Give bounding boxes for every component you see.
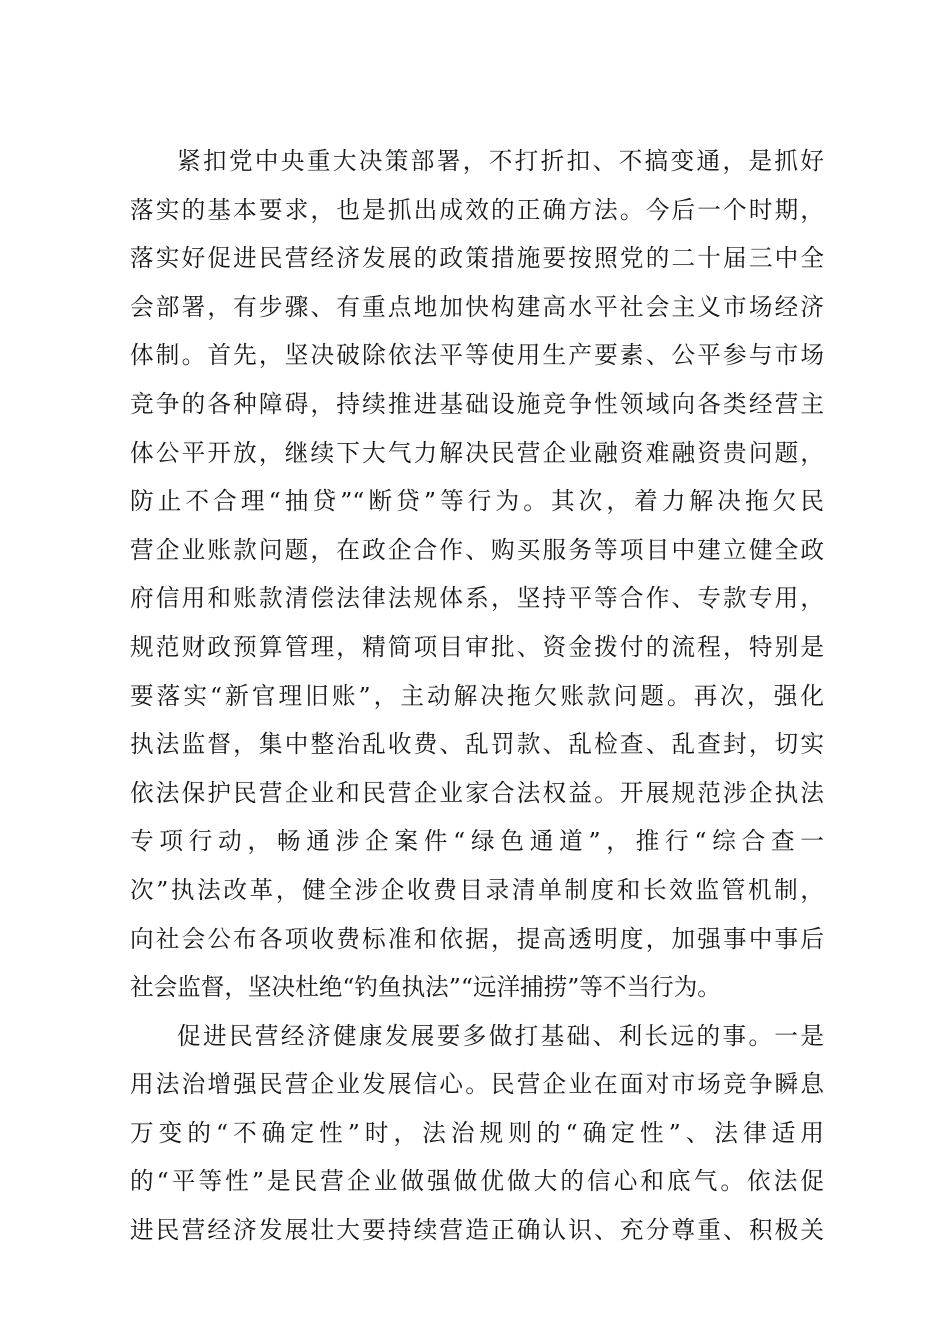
text-line: 落实好促进民营经济发展的政策措施要按照党的二十届三中全	[130, 244, 824, 273]
text-line: 规范财政预算管理，精简项目审批、资金拨付的流程，特别是	[130, 632, 824, 661]
text-line: 向社会公布各项收费标准和依据，提高透明度，加强事中事后	[130, 924, 824, 953]
text-line: 府信用和账款清偿法律法规体系，坚持平等合作、专款专用，	[130, 584, 824, 613]
text-line: 紧扣党中央重大决策部署，不打折扣、不搞变通，是抓好	[177, 147, 824, 175]
text-line: 万变的“不确定性”时，法治规则的“确定性”、法律适用	[130, 1118, 824, 1147]
text-line: 社会监督，坚决杜绝“钓鱼执法”“远洋捕捞”等不当行为。	[130, 973, 721, 1002]
text-line: 依法保护民营企业和民营企业家合法权益。开展规范涉企执法	[130, 778, 824, 807]
text-line: 体制。首先，坚决破除依法平等使用生产要素、公平参与市场	[130, 341, 824, 370]
text-line: 进民营经济发展壮大要持续营造正确认识、充分尊重、积极关	[130, 1216, 824, 1245]
text-line: 防止不合理“抽贷”“断贷”等行为。其次，着力解决拖欠民	[130, 487, 824, 516]
text-line: 的“平等性”是民营企业做强做优做大的信心和底气。依法促	[130, 1167, 824, 1196]
document-body	[130, 137, 824, 1255]
text-line: 落实的基本要求，也是抓出成效的正确方法。今后一个时期，	[130, 195, 824, 224]
text-line: 要落实“新官理旧账”，主动解决拖欠账款问题。再次，强化	[130, 681, 824, 710]
text-line: 营企业账款问题，在政企合作、购买服务等项目中建立健全政	[130, 535, 824, 564]
text-line: 促进民营经济健康发展要多做打基础、利长远的事。一是	[177, 1021, 824, 1050]
text-line: 会部署，有步骤、有重点地加快构建高水平社会主义市场经济	[130, 292, 824, 321]
text-line: 次”执法改革，健全涉企收费目录清单制度和长效监管机制，	[130, 875, 824, 904]
text-line: 竞争的各种障碍，持续推进基础设施竞争性领域向各类经营主	[130, 389, 824, 418]
text-line: 体公平开放，继续下大气力解决民营企业融资难融资贵问题，	[130, 438, 824, 467]
paragraph-1	[130, 137, 824, 1012]
paragraph-2	[130, 1012, 824, 1255]
text-line: 用法治增强民营企业发展信心。民营企业在面对市场竞争瞬息	[130, 1070, 824, 1099]
text-line: 执法监督，集中整治乱收费、乱罚款、乱检查、乱查封，切实	[130, 730, 824, 759]
text-line: 专项行动，畅通涉企案件“绿色通道”，推行“综合查一	[130, 827, 824, 856]
